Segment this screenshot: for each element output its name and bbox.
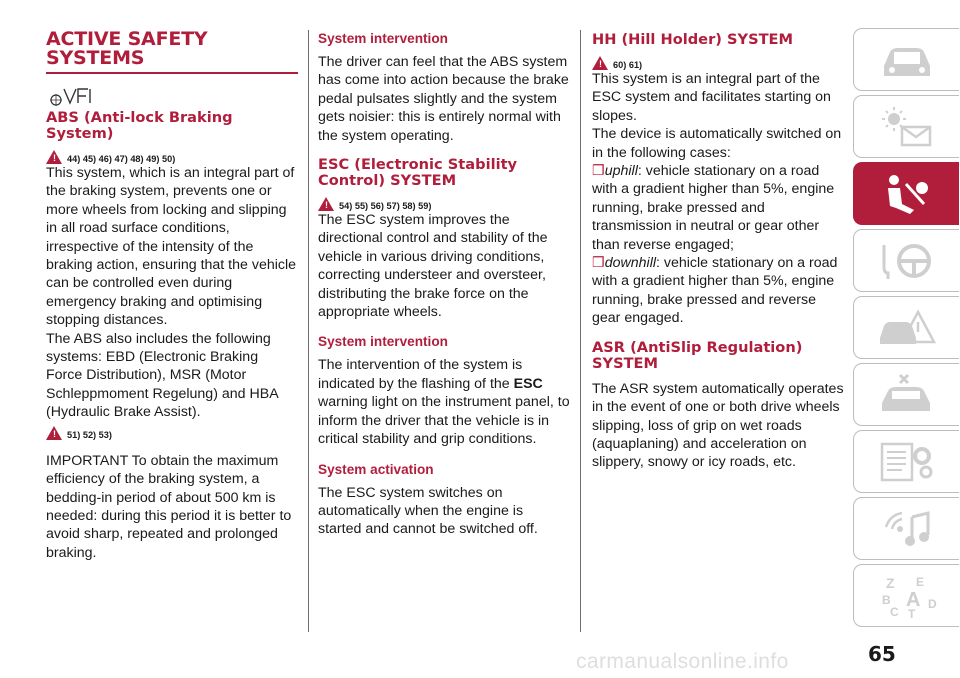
warning-triangle-icon: ! <box>592 56 608 70</box>
index-letter: C <box>889 604 899 619</box>
abs-intervention-heading: System intervention <box>318 31 448 46</box>
asr-heading: ASR (AntiSlip Regulation) SYSTEM <box>592 338 803 372</box>
tab-car[interactable] <box>853 28 959 91</box>
abs-warning-refs: ! 44) 45) 46) 47) 48) 49) 50) <box>46 148 298 164</box>
esc-heading: ESC (Electronic Stability Control) SYSTEM <box>318 156 518 190</box>
column-3 <box>592 30 844 472</box>
esc-paragraph-1: The ESC system improves the directional control and stability of the vehicle in various driving conditions, correcting understeer and oversteer, distributing the brake force on the appropriate wheels. <box>318 212 548 321</box>
tab-starting-driving[interactable] <box>853 229 959 292</box>
tab-warning-lights[interactable] <box>853 95 959 158</box>
page-number: 65 <box>868 642 896 666</box>
column-1 <box>46 30 298 562</box>
index-letter: A <box>905 588 920 611</box>
hh-case-downhill: ❒downhill: vehicle stationary on a road with a gradient higher than 5%, engine running, brake pressed and reverse gear engaged. <box>592 255 838 327</box>
title-rule <box>46 72 298 74</box>
esc-warning-refs: ! 54) 55) 56) 57) 58) 59) <box>318 195 570 211</box>
tab-technical-data[interactable] <box>853 430 959 493</box>
hh-paragraph-2: The device is automatically switched on in the following cases: <box>592 126 842 161</box>
asr-paragraph-1: The ASR system automatically operates in the event of one or both drive wheels slipping, loss of grip on wet roads (aquaplaning) and acceleration on slippery, snowy or icy roads, etc. <box>592 380 844 471</box>
index-letter: T <box>907 606 915 620</box>
column-divider <box>308 30 309 632</box>
warning-lights-icon <box>872 103 942 151</box>
tab-index[interactable] <box>853 564 959 627</box>
index-letter: Z <box>885 574 895 591</box>
abs-intervention-text: The driver can feel that the ABS system has come into action because the brake pedal pulsates slightly and the system gets noisier: this is entirely normal with the system operating. <box>318 54 569 144</box>
tab-emergency[interactable] <box>853 296 959 359</box>
tab-safety[interactable] <box>853 162 959 225</box>
airbag-safety-icon <box>872 170 942 218</box>
watermark-text: carmanualsonline.info <box>576 650 789 673</box>
important-note: IMPORTANT To obtain the maximum efficiency of the braking system, a bedding-in period of about 500 km is needed: during this period it is better to avoid sharp, repeated and prolonged braking. <box>46 452 292 561</box>
abs-warning-refs-2: ! 51) 52) 53) <box>46 424 298 440</box>
column-divider <box>580 30 581 632</box>
tab-maintenance[interactable] <box>853 363 959 426</box>
maintenance-car-icon <box>872 371 942 419</box>
index-letter: D <box>927 596 937 611</box>
abs-paragraph-1: This system, which is an integral part of the braking system, prevents one or more wheels from locking and slipping in all road surface conditions, irrespective of the intensity of the braking action, ensuring that the vehicle can be controlled even during emergency braking and optimising stopping distances. <box>46 165 297 329</box>
abs-heading: ABS (Anti-lock Braking System) <box>46 109 233 142</box>
page-title: ACTIVE SAFETY SYSTEMS <box>46 28 208 69</box>
checkbox-bullet-icon: ❒ <box>592 255 605 272</box>
abs-logo-icon <box>48 86 298 106</box>
column-2 <box>318 30 570 539</box>
car-icon <box>872 36 942 84</box>
steering-wheel-icon <box>872 237 942 285</box>
index-letter: B <box>881 592 891 607</box>
multimedia-icon <box>872 505 942 553</box>
checkbox-bullet-icon: ❒ <box>592 163 605 180</box>
index-icon <box>872 572 942 620</box>
chapter-tabs <box>853 28 959 631</box>
abs-paragraph-2: The ABS also includes the following systems: EBD (Electronic Braking Force Distribution), MSR (Motor Schleppmoment Regelung) and HBA (Hydraulic Brake Assist). <box>46 330 278 421</box>
hh-paragraph-1: This system is an integral part of the ESC system and facilitates starting on slopes. <box>592 71 831 124</box>
esc-intervention-heading: System intervention <box>318 334 448 350</box>
hh-warning-refs: ! 60) 61) <box>592 54 844 70</box>
esc-activation-text: The ESC system switches on automatically when the engine is started and cannot be switched off. <box>318 484 538 538</box>
esc-intervention-text: The intervention of the system is indicated by the flashing of the ESC warning light on the instrument panel, to inform the driver that the vehicle is in critical stability and grip conditions. <box>318 357 570 448</box>
warning-triangle-icon: ! <box>46 150 62 164</box>
technical-data-icon <box>872 438 942 486</box>
hh-case-uphill: ❒uphill: vehicle stationary on a road with a gradient higher than 5%, engine running, brake pressed and transmission in neutral or gear other than reverse engaged; <box>592 163 835 253</box>
index-letter: E <box>915 574 924 589</box>
hh-heading: HH (Hill Holder) SYSTEM <box>592 31 794 48</box>
esc-indicator-label: ESC <box>513 375 543 392</box>
warning-triangle-icon: ! <box>46 426 62 440</box>
warning-triangle-icon: ! <box>318 197 334 211</box>
tab-multimedia[interactable] <box>853 497 959 560</box>
esc-activation-heading: System activation <box>318 461 434 477</box>
emergency-icon <box>872 304 942 352</box>
